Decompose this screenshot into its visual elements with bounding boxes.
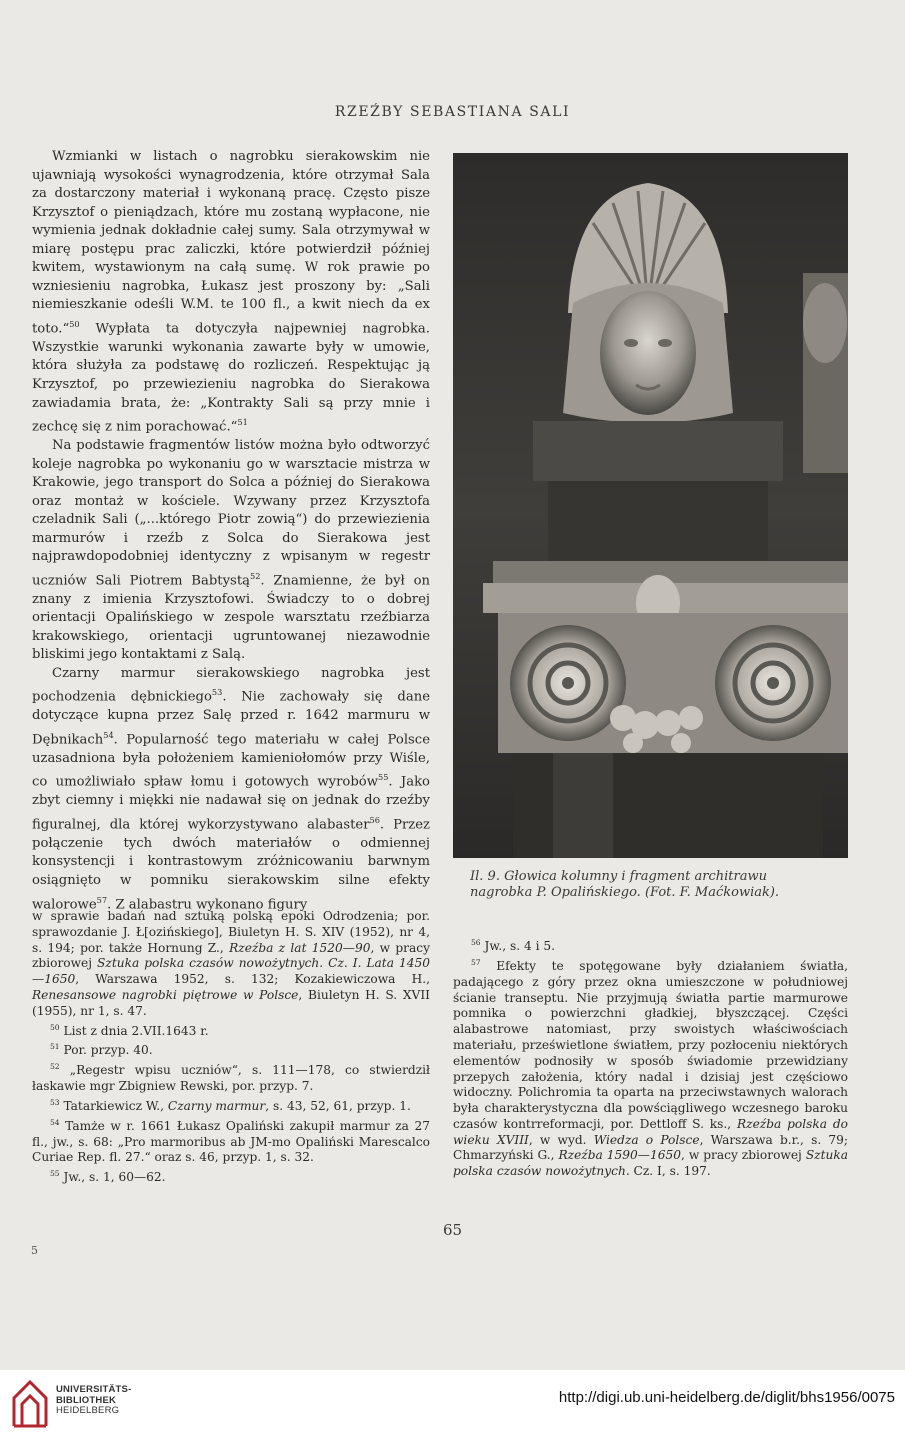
italic-title: Rzeźba 1590—1650: [558, 1148, 681, 1163]
signature-mark: 5: [31, 1244, 38, 1257]
italic-title: Sztuka polska czasów nowożytnych: [453, 1148, 848, 1179]
text-run: . Popularność tego materiału w całej Polsce uzasadniona była położeniem kamieniołomów przy Wiśle, co umożliwiało spław łomu i gotowych wyrobów: [32, 732, 430, 790]
italic-title: Czarny marmur: [167, 1099, 266, 1114]
italic-title: Wiedza o Polsce: [593, 1132, 700, 1147]
footnote: [453, 935, 848, 955]
text-run: . Znamienne, że był on znany z imienia Krzysztofowi. Świadczy to o dobrej orientacji Opalińskiego w zespole warsztatu rzeźbiarza krakowskiego, orientacji ugruntowanej niezawodnie bliskimi jego kontaktami z Salą.: [32, 573, 431, 663]
text-run: Jw., s. 4 i 5.: [480, 939, 556, 954]
page-number: 65: [442, 1221, 463, 1239]
text-run: Wzmianki w listach o nagrobku sierakowskim nie ujawniają wysokości wynagrodzenia, które otrzymał Sala za dostarczony materiał i wykonaną pracę. Często pisze Krzysztof o pieniądzach, które mu zostaną wypłacone, nie wymienia jednak dokładnie całej sumy. Sala otrzymywał w miarę postępu prac zaliczki, które potwierdził później kwitem, wystawionym na całą sumę. W rok prawie po wzniesieniu nagrobka, Łukasz jest proszony by: „Sali niemieszkanie odeśli W.M. te 100 fl., a kwit niech da ex toto.“: [32, 149, 430, 337]
text-run: List z dnia 2.VII.1643 r.: [59, 1023, 209, 1038]
footnote: [32, 1039, 430, 1059]
text-run: . Z alabastru wykonano figury: [107, 896, 308, 912]
footnote: [453, 955, 848, 1180]
footnote-ref: 50: [50, 1022, 60, 1032]
footnote-ref: 53: [50, 1097, 60, 1107]
body-paragraph: [32, 437, 430, 665]
text-run: Jw., s. 1, 60—62.: [59, 1170, 166, 1185]
text-run: Efekty te spotęgowane były działaniem światła, padającego z góry przez okna umieszczone w południowej ścianie transeptu. Nie przyjmują światła partie marmurowe pomnika o powierzchni gładkiej, błyszczącej. Części alabastrowe natomiast, przy swoistych właściwościach materiału, prześwietlone światłem, przy pozłoceniu niektórych elementów podnosiły w sposób świadomie przewidziany przepych założenia, który nadal i dzisiaj jest częściowo widoczny. Polichromia ta oparta na przeciwstawnych walorach była charakterystyczna dla powściągliwego wczesnego baroku czasów kontrreformacji, por. Dettloff S. ks.,: [453, 958, 848, 1131]
body-paragraph: [32, 665, 430, 915]
footnote-ref: 57: [471, 957, 481, 967]
text-run: , w wyd.: [528, 1132, 594, 1147]
text-run: . Nie zachowały się dane dotyczące kupna przez Salę przed r. 1642 marmuru w Dębnikach: [32, 689, 430, 748]
text-run: Tatarkiewicz W.,: [59, 1099, 168, 1114]
permalink-url[interactable]: http://digi.ub.uni-heidelberg.de/diglit/bhs1956/0075: [558, 1389, 895, 1406]
figure-photo: [453, 153, 848, 858]
italic-title: Rzeźba polska do wieku XVIII: [453, 1116, 848, 1147]
library-line-1: UNIVERSITÄTS-: [56, 1384, 132, 1395]
text-run: Tamże w r. 1661 Łukasz Opaliński zakupił marmur za 27 fl., jw., s. 68: „Pro marmoribus ab JM-mo Opaliński Marescalco Curiae Rep. fl. 27.“ oraz s. 46, przyp. 1, s. 32.: [32, 1118, 430, 1165]
footnote: [32, 1020, 430, 1040]
footnote-ref: 54: [103, 729, 114, 740]
footnote-ref: 52: [50, 1062, 60, 1072]
text-run: , Warszawa b.r., s. 79; Chmarzyński G.,: [453, 1132, 848, 1163]
footnote: [32, 1166, 430, 1186]
italic-title: Sztuka polska czasów nowożytnych. Cz. I. Lata 1450—1650: [32, 956, 430, 987]
library-line-2: BIBLIOTHEK: [56, 1394, 117, 1406]
footnote-ref: 53: [211, 687, 223, 698]
library-line-3: HEIDELBERG: [56, 1405, 120, 1416]
caption-line-2: nagrobka P. Opalińskiego. (Fot. F. Maćkowiak).: [470, 885, 780, 900]
text-run: , Biuletyn H. S. XVII (1955), nr 1, s. 47.: [32, 987, 430, 1018]
footnote-ref: 55: [50, 1169, 60, 1179]
footnote: [32, 1115, 430, 1166]
footnote-ref: 56: [369, 814, 380, 825]
column-capital-photo: [453, 153, 848, 858]
text-run: w sprawie badań nad sztuką polską epoki Odrodzenia; por. sprawozdanie J. Ł[ozińskiego], Biuletyn H. S. XIV (1952), nr 4, s. 194; por. także Hornung Z.,: [32, 909, 430, 955]
text-run: Na podstawie fragmentów listów można było odtworzyć koleje nagrobka po wykonaniu go w warsztacie mistrza w Krakowie, jego transport do Solca a później do Sierakowa oraz montaż w kościele. Wzywany przez Krzysztofa czeladnik Sali („...którego Piotr zowią“) do przewiezienia marmurów i rzeźb z Solca do Sierakowa jest najprawdopodobniej identyczny z wpisanym w regestr uczniów Sali Piotrem Babtystą: [32, 437, 430, 589]
footnote-ref: 52: [250, 570, 261, 581]
footnotes-right: [453, 935, 848, 1180]
digitization-footer: [0, 1370, 905, 1436]
text-run: . Cz. I, s. 197.: [625, 1164, 711, 1179]
footnote-ref: 51: [50, 1042, 60, 1052]
text-run: Czarny marmur sierakowskiego nagrobka jest pochodzenia dębnickiego: [32, 665, 430, 705]
footnote: [32, 1059, 430, 1095]
text-run: , s. 43, 52, 61, przyp. 1.: [265, 1099, 411, 1114]
running-title: RZEŹBY SEBASTIANA SALI: [334, 104, 571, 120]
footnotes-left: [32, 909, 430, 1186]
italic-title: Rzeźba z lat 1520—90: [229, 940, 371, 955]
italic-title: Renesansowe nagrobki piętrowe w Polsce: [32, 987, 299, 1002]
body-paragraph: [32, 148, 430, 437]
text-run: . Jako zbyt ciemny i miękki nie nadawał się on jednak do rzeźby figuralnej, dla której wykorzystywano alabaster: [32, 774, 430, 833]
footnote-ref: 56: [471, 938, 481, 947]
text-run: , w pracy zbiorowej: [32, 940, 430, 971]
text-run: Wypłata ta dotyczyła najpewniej nagrobka. Wszystkie warunki wykonania zawarte były w umowie, która służyła za podstawę do rozliczeń. Respektując ją Krzysztof, po przewiezieniu nagrobka do Sierakowa zawiadamia brata, że: „Kontrakty Sali są przy mnie i zechcę się z nim porachować.“: [32, 321, 430, 435]
library-name: [56, 1385, 131, 1417]
text-run: Por. przyp. 40.: [59, 1043, 153, 1058]
text-run: , w pracy zbiorowej: [680, 1148, 806, 1163]
footnote-ref: 51: [237, 417, 248, 428]
footnote-ref: 54: [50, 1117, 60, 1127]
text-run: , Warszawa 1952, s. 132; Kozakiewiczowa H.,: [75, 972, 430, 987]
caption-line-1: Il. 9. Głowica kolumny i fragment architrawu: [470, 869, 767, 884]
footnote: [32, 909, 430, 1020]
text-run: . Przez połączenie tych dwóch materiałów o odmiennej konsystencji i kontrastowym zróżnicowaniu barwnym osiągnięto w pomniku sierakowskim silne efekty walorowe: [32, 817, 430, 912]
university-library-logo: [10, 1378, 50, 1430]
footnote: [32, 1095, 430, 1115]
footnote-ref: 55: [378, 772, 389, 783]
footnote-ref: 57: [96, 894, 108, 905]
text-run: „Regestr wpisu uczniów“, s. 111—178, co stwierdził łaskawie mgr Zbigniew Rewski, por. przyp. 7.: [32, 1063, 430, 1094]
figure-caption: [470, 869, 845, 901]
footnote-ref: 50: [69, 318, 80, 329]
main-text-column: [32, 148, 430, 914]
